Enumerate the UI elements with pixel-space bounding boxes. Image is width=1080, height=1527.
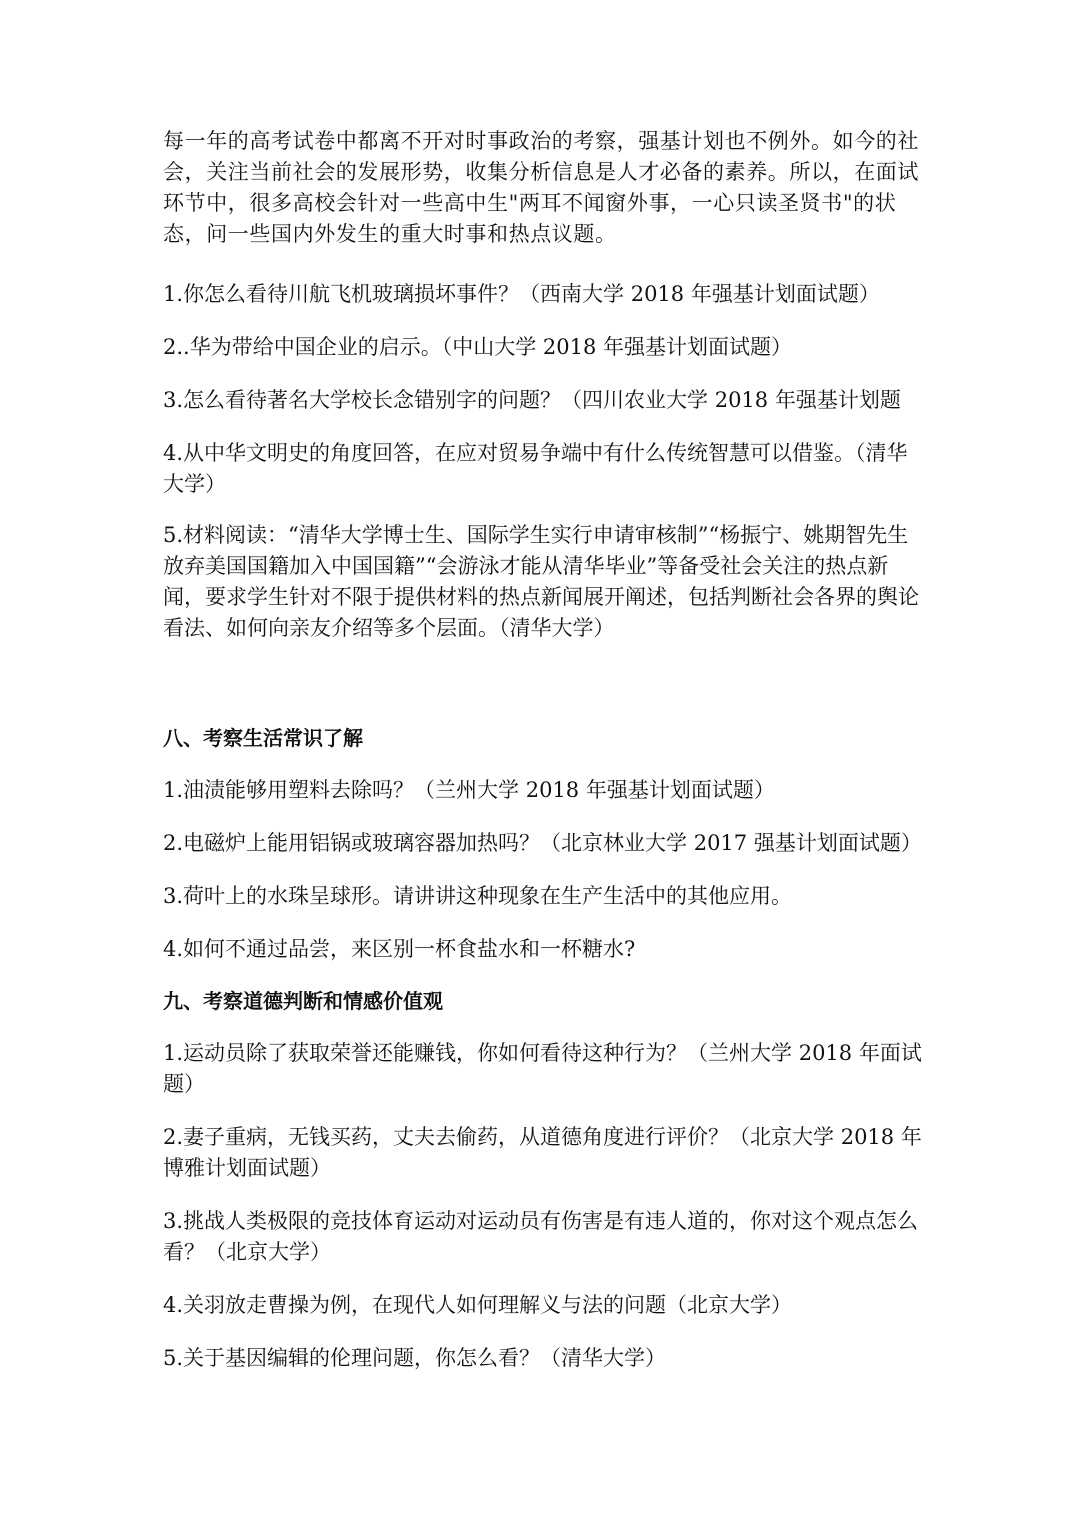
list-item: 2.妻子重病，无钱买药，丈夫去偷药，从道德角度进行评价？（北京大学 2018 年博雅计划面试题）	[163, 1125, 922, 1180]
list-item: 4.从中华文明史的角度回答，在应对贸易争端中有什么传统智慧可以借鉴。（清华大学）	[163, 441, 908, 496]
list-item: 1.运动员除了获取荣誉还能赚钱，你如何看待这种行为？（兰州大学 2018 年面试题）	[163, 1041, 922, 1096]
list-item: 3.荷叶上的水珠呈球形。请讲讲这种现象在生产生活中的其他应用。	[163, 884, 793, 908]
list-item: 3.挑战人类极限的竞技体育运动对运动员有伤害是有违人道的，你对这个观点怎么看？（北京大学）	[163, 1209, 919, 1264]
document-page	[163, 126, 923, 1374]
section-heading: 八、考察生活常识了解	[163, 726, 363, 750]
list-item: 4.关羽放走曹操为例，在现代人如何理解义与法的问题（北京大学）	[163, 1293, 793, 1317]
list-item: 2.电磁炉上能用铝锅或玻璃容器加热吗？（北京林业大学 2017 强基计划面试题）	[163, 831, 922, 855]
list-item: 4.如何不通过品尝，来区别一杯食盐水和一杯糖水?	[163, 937, 636, 961]
list-item: 5.关于基因编辑的伦理问题，你怎么看？（清华大学）	[163, 1346, 667, 1370]
list-item: 5.材料阅读：“清华大学博士生、国际学生实行申请审核制”“杨振宁、姚期智先生放弃美国国籍加入中国国籍”“会游泳才能从清华毕业”等备受社会关注的热点新闻，要求学生针对不限于提供材料的热点新闻展开阐述，包括判断社会各界的舆论看法、如何向亲友介绍等多个层面。（清华大学）	[163, 523, 919, 640]
list-item: 1.你怎么看待川航飞机玻璃损坏事件？（西南大学 2018 年强基计划面试题）	[163, 282, 880, 306]
list-item: 1.油渍能够用塑料去除吗？（兰州大学 2018 年强基计划面试题）	[163, 778, 775, 802]
intro-paragraph: 每一年的高考试卷中都离不开对时事政治的考察，强基计划也不例外。如今的社会，关注当前社会的发展形势，收集分析信息是人才必备的素养。所以，在面试环节中，很多高校会针对一些高中生"两耳不闻窗外事，一心只读圣贤书"的状态，问一些国内外发生的重大时事和热点议题。	[163, 129, 919, 246]
list-item: 2..华为带给中国企业的启示。（中山大学 2018 年强基计划面试题）	[163, 335, 793, 359]
list-item: 3.怎么看待著名大学校长念错别字的问题？（四川农业大学 2018 年强基计划题	[163, 388, 901, 412]
section-heading: 九、考察道德判断和情感价值观	[163, 989, 443, 1013]
